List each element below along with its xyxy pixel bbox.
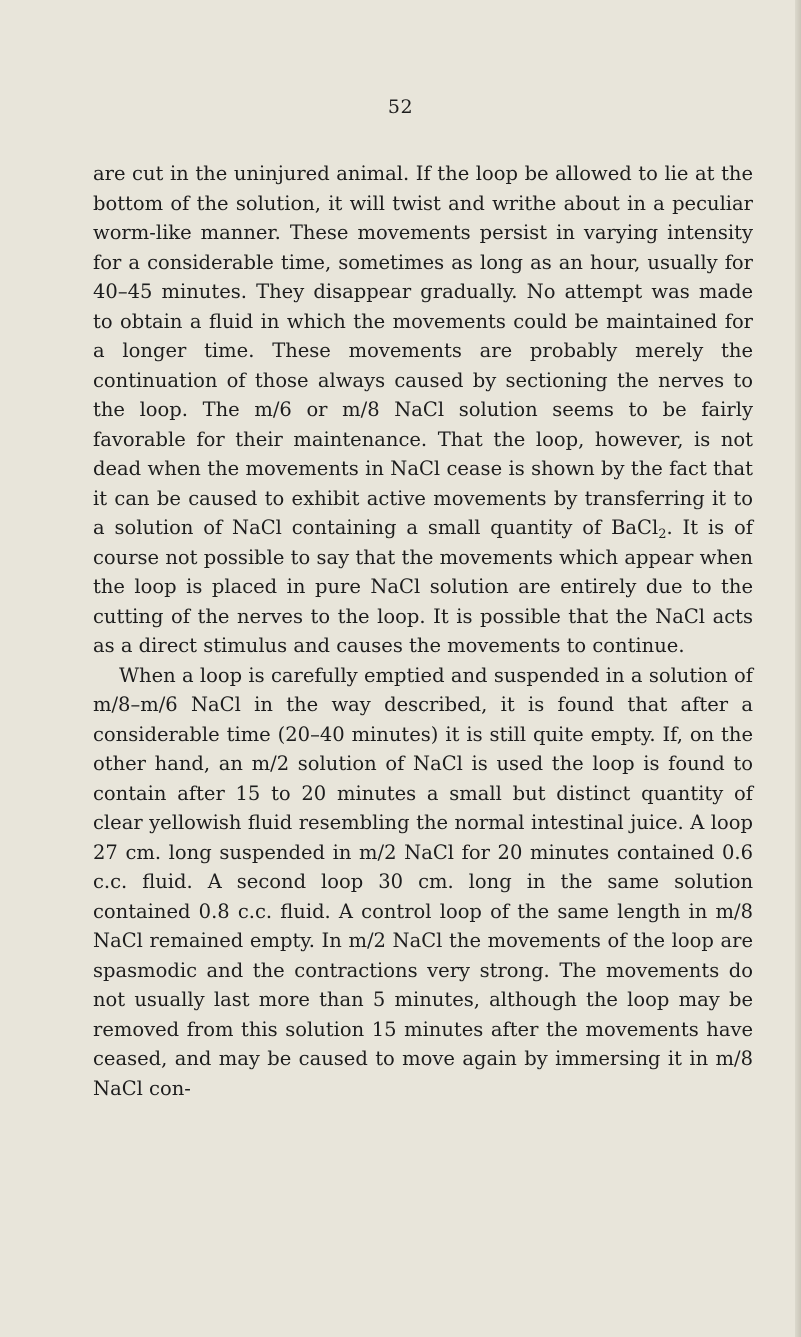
paragraph-2: When a loop is carefully emptied and suspended in a solution of m/8–m/6 NaCl in the way described, it is found that after a considerable time (20–40 minutes) it is still quite empty. If, on the other hand, an m/2 solution of NaCl is used the loop is found to contain after 15 to 20 minutes a small but distinct quantity of clear yellowish fluid resembling the normal intestinal juice. A loop 27 cm. long suspended in m/2 NaCl for 20 minutes contained 0.6 c.c. fluid. A second loop 30 cm. long in the same solution contained 0.8 c.c. fluid. A control loop of the same length in m/8 NaCl remained empty. In m/2 NaCl the movements of the loop are spasmodic and the contractions very strong. The movements do not usually last more than 5 minutes, although the loop may be removed from this solution 15 minutes after the movements have ceased, and may be caused to move again by immersing it in m/8 NaCl con- [93,663,753,1100]
page-edge [795,0,801,1337]
paragraph-1 [93,159,753,661]
body-text [93,159,753,1103]
page-number: 52 [387,96,414,118]
subscript-2: 2 [658,527,667,542]
paragraph-1-text-cont: . It is of course not possible to say that the movements which appear when the loop is placed in pure NaCl solution are entirely due to the cutting of the nerves to the loop. It is possible that the NaCl acts as a direct stimulus and causes the movements to continue. [93,516,753,657]
paragraph-1-text: are cut in the uninjured animal. If the loop be allowed to lie at the bottom of the solution, it will twist and writhe about in a peculiar worm-like manner. These movements persist in varying intensity for a considerable time, sometimes as long as an hour, usually for 40–45 minutes. They disappear gradually. No attempt was made to obtain a fluid in which the movements could be maintained for a longer time. These movements are probably merely the continuation of those always caused by sectioning the nerves to the loop. The m/6 or m/8 NaCl solution seems to be fairly favorable for their maintenance. That the loop, however, is not dead when the movements in NaCl cease is shown by the fact that it can be caused to exhibit active movements by transferring it to a solution of NaCl containing a small quantity of BaCl [93,162,753,539]
